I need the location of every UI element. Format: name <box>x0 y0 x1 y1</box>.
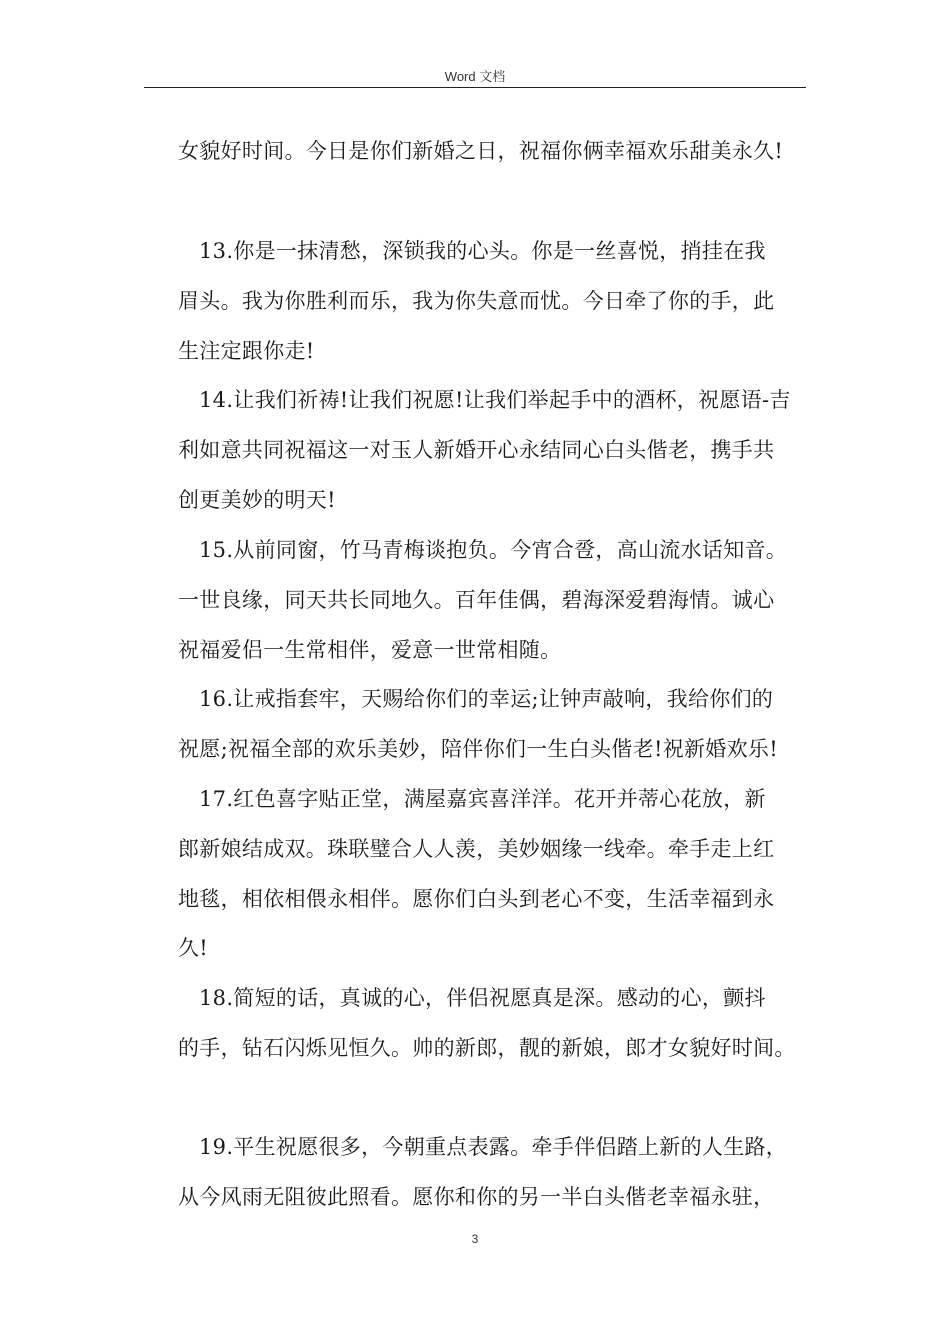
body-line: 郎新娘结成双。珠联璧合人人羡，美妙姻缘一线牵。牵手走上红 <box>178 837 775 861</box>
body-line: 眉头。我为你胜利而乐，我为你失意而忧。今日牵了你的手，此 <box>178 289 775 313</box>
body-line: 13.你是一抹清愁，深锁我的心头。你是一丝喜悦，捎挂在我 <box>199 239 766 263</box>
header-divider <box>144 87 806 88</box>
body-line: 一世良缘，同天共长同地久。百年佳偶，碧海深爱碧海情。诚心 <box>178 588 775 612</box>
body-line: 的手，钻石闪烁见恒久。帅的新郎，靓的新娘，郎才女貌好时间。 <box>178 1036 796 1060</box>
body-line: 从今风雨无阻彼此照看。愿你和你的另一半白头偕老幸福永驻， <box>178 1185 775 1209</box>
body-line: 14.让我们祈祷!让我们祝愿!让我们举起手中的酒杯，祝愿语-吉 <box>199 388 791 412</box>
page-number: 3 <box>471 1232 479 1246</box>
body-line: 祝愿;祝福全部的欢乐美妙，陪伴你们一生白头偕老!祝新婚欢乐! <box>178 737 778 761</box>
body-line: 16.让戒指套牢，天赐给你们的幸运;让钟声敲响，我给你们的 <box>199 687 774 711</box>
body-line: 久! <box>178 936 209 960</box>
body-line: 18.简短的话，真诚的心，伴侣祝愿真是深。感动的心，颤抖 <box>199 986 766 1010</box>
body-line: 创更美妙的明天! <box>178 488 336 512</box>
body-line: 女貌好时间。今日是你们新婚之日，祝福你俩幸福欢乐甜美永久! <box>178 139 784 163</box>
body-line: 利如意共同祝福这一对玉人新婚开心永结同心白头偕老，携手共 <box>178 438 775 462</box>
body-line: 生注定跟你走! <box>178 339 315 363</box>
body-line: 17.红色喜字贴正堂，满屋嘉宾喜洋洋。花开并蒂心花放，新 <box>199 787 766 811</box>
document-header-title: Word 文档 <box>444 69 506 84</box>
body-line: 19.平生祝愿很多，今朝重点表露。牵手伴侣踏上新的人生路， <box>199 1135 788 1159</box>
body-line: 15.从前同窗，竹马青梅谈抱负。今宵合卺，高山流水话知音。 <box>199 538 788 562</box>
body-line: 地毯，相依相偎永相伴。愿你们白头到老心不变，生活幸福到永 <box>178 887 775 911</box>
body-line: 祝福爱侣一生常相伴，爱意一世常相随。 <box>178 638 562 662</box>
